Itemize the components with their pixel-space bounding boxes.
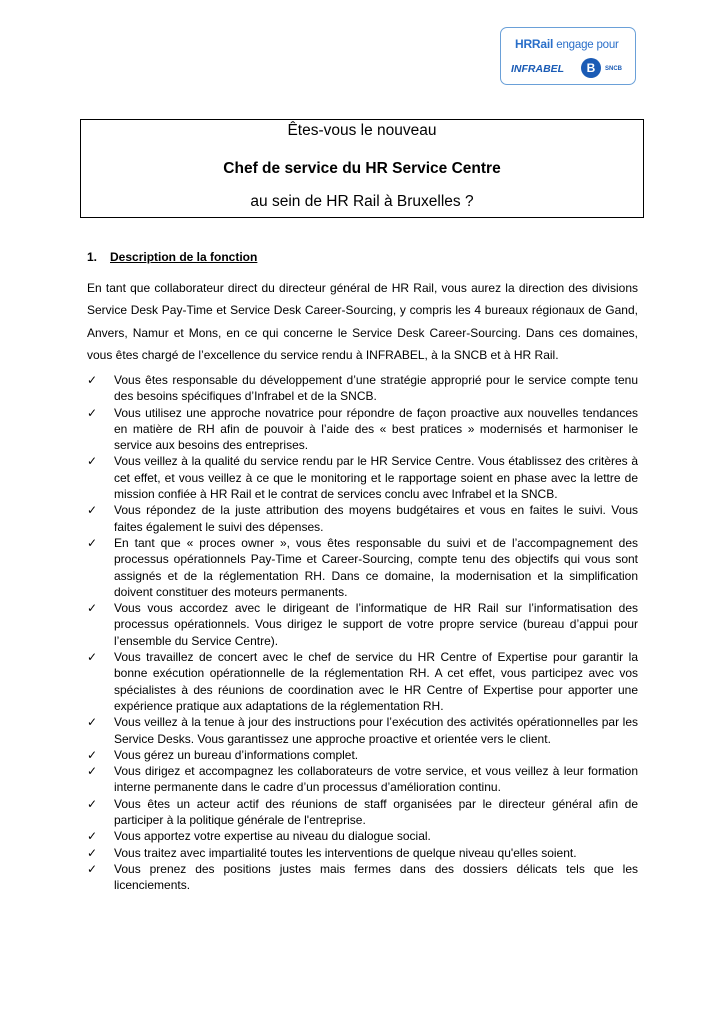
check-icon: ✓: [87, 535, 98, 550]
list-item: [87, 535, 638, 600]
check-icon: ✓: [87, 747, 98, 762]
list-item: [87, 372, 638, 405]
check-icon: ✓: [87, 796, 98, 811]
list-item-text: Vous travaillez de concert avec le chef de service du HR Centre of Expertise pour garantir la bonne exécution opérationnelle de la réglementation RH. A cet effet, vous participez avec vos spécialistes à des réunions de coordination avec le HR Centre of Expertise pour apporter une expérience pratique aux adaptations de la réglementation RH.: [114, 650, 638, 713]
list-item: [87, 796, 638, 829]
logo-infrabel: INFRABEL: [511, 63, 565, 75]
check-icon: ✓: [87, 405, 98, 420]
logo-engage: engage pour: [556, 39, 619, 51]
list-item-text: En tant que « proces owner », vous êtes responsable du suivi et de l’accompagnement des processus opérationnels Pay-Time et Career-Sourcing, compte tenu des objectifs qui vous sont assignés et de la réglementation RH. Dans ce domaine, la modernisation et la simplification doivent constituer des moteurs permanents.: [114, 535, 638, 599]
check-icon: ✓: [87, 829, 98, 844]
logo-sncb: SNCB: [605, 66, 623, 72]
logo-hrrail: HRRail: [515, 37, 554, 51]
list-item: [87, 714, 638, 747]
list-item: [87, 600, 638, 649]
list-item-text: Vous veillez à la tenue à jour des instructions pour l’exécution des activités opérationnelles par les Service Desks. Vous garantissez une approche proactive et orientée vers le client.: [114, 715, 638, 746]
list-item-text: Vous vous accordez avec le dirigeant de l’informatique de HR Rail sur l’informatisation des processus opérationnels. Vous dirigez le support de votre propre service (bureau d’appui pour l’ensemble du Service Centre).: [114, 601, 638, 648]
list-item-text: Vous êtes responsable du développement d’une stratégie approprié pour le service compte tenu des besoins spécifiques d’Infrabel et de la SNCB.: [114, 373, 638, 404]
list-item-text: Vous êtes un acteur actif des réunions de staff organisées par le directeur général afin de participer à la politique générale de l'entreprise.: [114, 796, 638, 828]
list-item: [87, 649, 638, 714]
job-title: Chef de service du HR Service Centre: [223, 160, 501, 177]
list-item: [87, 405, 638, 454]
title-box: [80, 119, 644, 218]
title-line-1: Êtes-vous le nouveau: [287, 122, 437, 139]
check-icon: ✓: [87, 764, 98, 779]
section-heading: [87, 250, 257, 264]
list-item-text: Vous utilisez une approche novatrice pour répondre de façon proactive aux nouvelles tendances en matière de RH afin de pouvoir à l’aide des « best pratices » modernisés et harmoniser le service aux besoins des entreprises.: [114, 405, 638, 453]
check-icon: ✓: [87, 601, 98, 616]
check-icon: ✓: [87, 845, 98, 860]
list-item-text: Vous apportez votre expertise au niveau du dialogue social.: [114, 829, 431, 844]
title-line-3: au sein de HR Rail à Bruxelles ?: [250, 193, 474, 210]
list-item-text: Vous répondez de la juste attribution des moyens budgétaires et vous en faites le suivi. Vous faites également le suivi des dépenses.: [114, 503, 638, 534]
list-item-text: Vous prenez des positions justes mais fermes dans des dossiers délicats tels que les licenciements.: [114, 861, 638, 893]
list-item: [87, 747, 638, 763]
check-icon: ✓: [87, 454, 98, 469]
list-item-text: Vous veillez à la qualité du service rendu par le HR Service Centre. Vous établissez des critères à cet effet, et vous veillez à ce que le monitoring et le rapportage soient en phase avec la lettre de mission confiée à HR Rail et le contrat de services conclu avec Infrabel et la SNCB.: [114, 454, 638, 502]
section-number: 1.: [87, 250, 98, 264]
list-item: [87, 845, 638, 861]
list-item: [87, 861, 638, 894]
list-item-text: Vous dirigez et accompagnez les collaborateurs de votre service, et vous veillez à leur formation interne permanente dans le cadre d’un processus d’amélioration continu.: [114, 764, 638, 795]
logo-sncb-b: B: [581, 58, 601, 78]
check-icon: ✓: [87, 650, 98, 665]
list-item: [87, 502, 638, 535]
check-icon: ✓: [87, 373, 98, 387]
check-icon: ✓: [87, 861, 98, 876]
responsibilities-list: [87, 372, 638, 894]
list-item: [87, 828, 638, 844]
list-item-text: Vous traitez avec impartialité toutes les interventions de quelque niveau qu'elles soient.: [114, 845, 577, 860]
check-icon: ✓: [87, 715, 98, 730]
list-item: [87, 763, 638, 796]
intro-paragraph: En tant que collaborateur direct du directeur général de HR Rail, vous aurez la direction des divisions Service Desk Pay-Time et Service Desk Career-Sourcing, y compris les 4 bureaux régionaux de Gand, Anvers, Namur et Mons, en ce qui concerne le Service Desk Career-Sourcing. Dans ces domaines, vous êtes chargé de l’excellence du service rendu à INFRABEL, à la SNCB et à HR Rail.: [87, 281, 638, 362]
logo-tagline: [515, 37, 619, 51]
check-icon: ✓: [87, 503, 98, 518]
hr-rail-logo: [500, 27, 636, 85]
list-item: [87, 453, 638, 502]
section-title: Description de la fonction: [110, 250, 258, 264]
list-item-text: Vous gérez un bureau d’informations complet.: [114, 747, 359, 762]
